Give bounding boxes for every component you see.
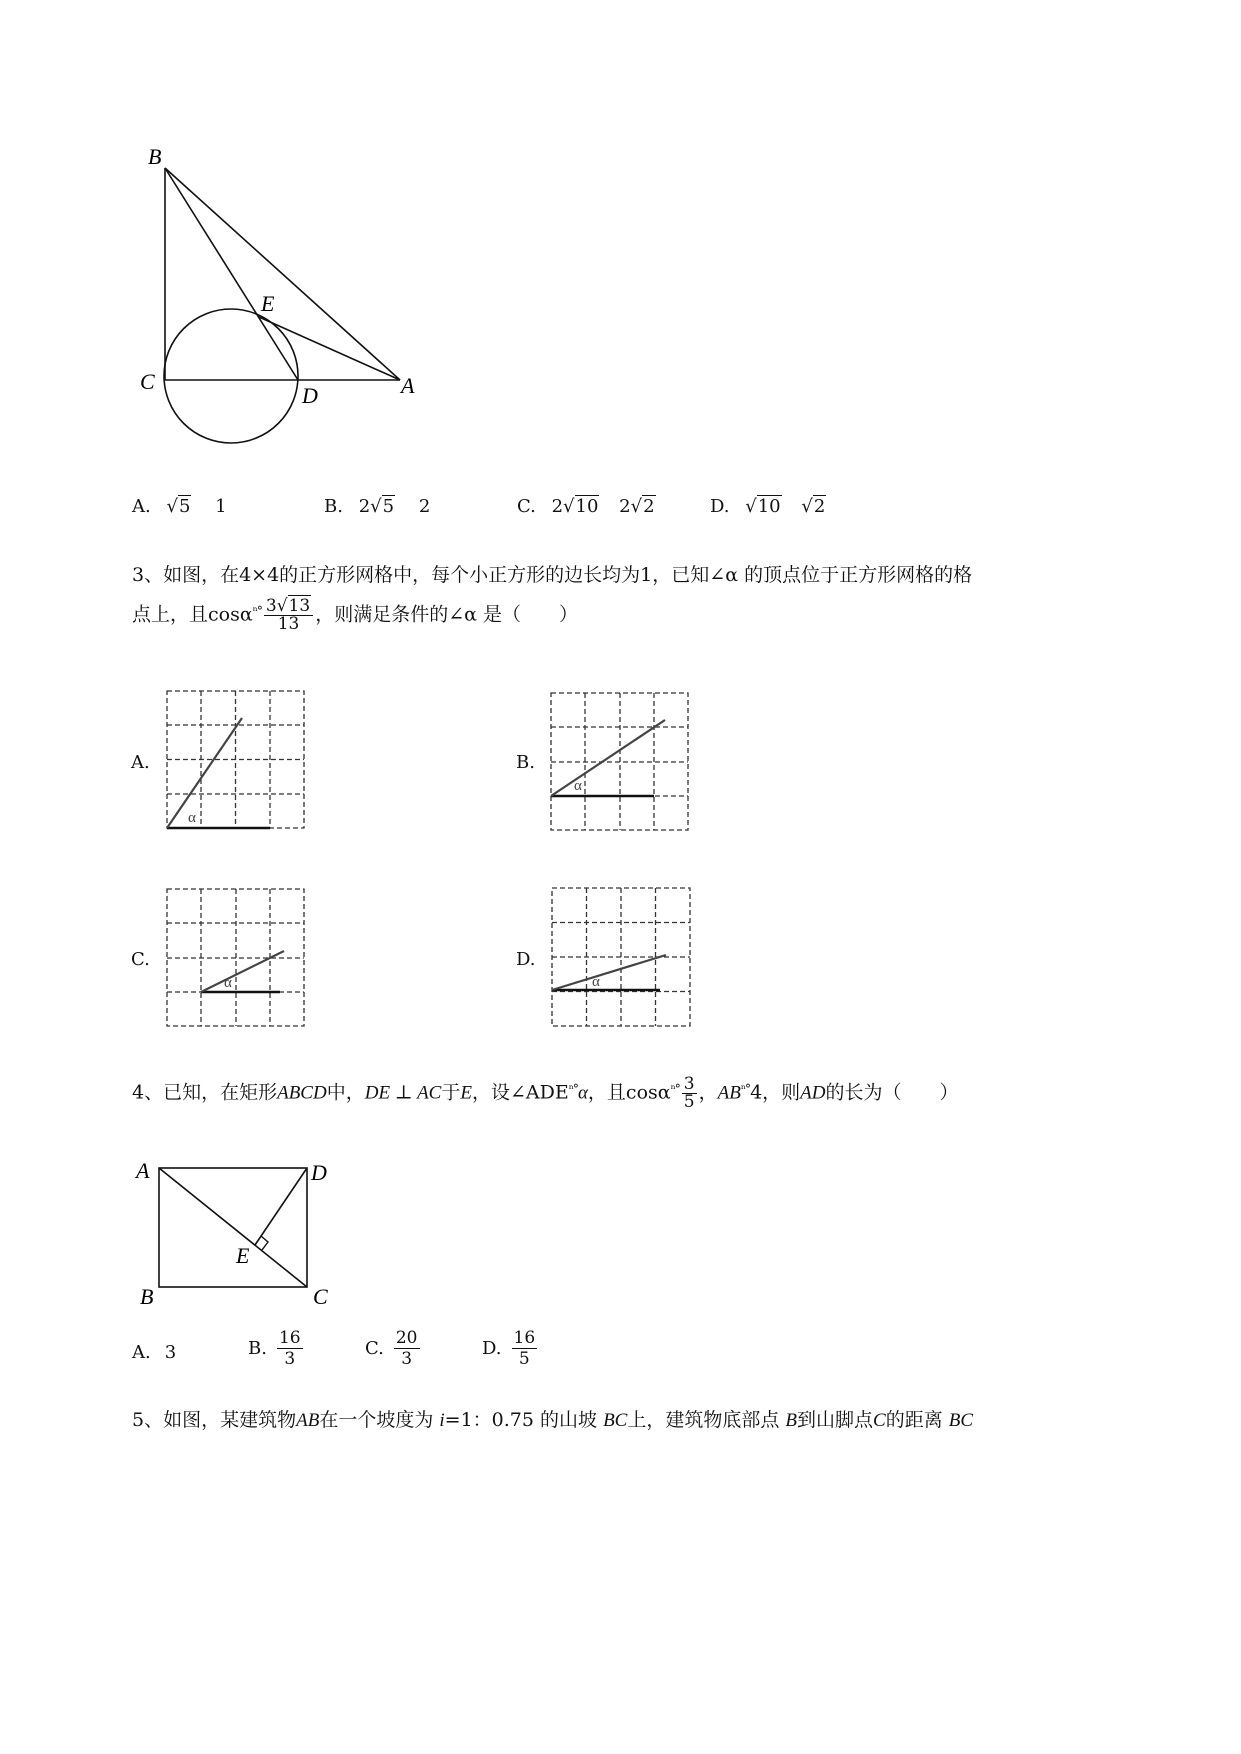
option-c-radicand: 10	[575, 496, 599, 517]
right-angle-mark	[261, 1236, 268, 1250]
label-b: B	[140, 1284, 154, 1309]
label-a: A	[401, 373, 415, 398]
q2-triangle-circle-figure	[130, 140, 440, 460]
label-b: B	[148, 144, 162, 169]
alpha-label: α	[574, 778, 582, 794]
diagonal-ac	[159, 1168, 307, 1287]
q2-option-c[interactable]: C. 2√10 2√2	[517, 496, 655, 517]
q3-line1: 3、如图，在4×4的正方形网格中，每个小正方形的边长均为1，已知∠α 的顶点位于正方形网格的格	[132, 564, 973, 586]
q4-option-d[interactable]: D. $\frac{16}{5}$	[482, 1328, 536, 1369]
label-d: D	[311, 1160, 327, 1185]
q2-option-b[interactable]: B. 2√5 2	[324, 496, 431, 517]
alpha-label: α	[224, 975, 232, 991]
option-a-radicand: 5	[178, 496, 191, 517]
q4-option-b[interactable]: B. $\frac{16}{3}$	[248, 1328, 301, 1369]
circle	[164, 309, 298, 443]
q3-line2: 点上，且cosα$^{^n^\circ}$ $\frac{3√13}{13}$ ，则满足条件的∠α 是（ ）	[132, 596, 578, 634]
q3-option-d-label[interactable]: D.	[516, 949, 536, 970]
segment-ea	[259, 317, 400, 380]
segment-bd	[165, 168, 298, 380]
q4-option-c[interactable]: C. $\frac{20}{3}$	[365, 1328, 418, 1369]
q4-option-a[interactable]: A. 3	[132, 1342, 177, 1363]
label-d: D	[302, 383, 318, 408]
option-b-radicand: 5	[382, 496, 395, 517]
q4-stem: 4、已知，在矩形ABCD中，DE ⊥ AC于E，设$\angle ADE^{^n^\circ}\alpha$，且cosα$^{^n^\circ}$ $\frac{3}{5}$ ，$AB^{^n^\circ}4$，则AD的长为（ ）	[132, 1074, 959, 1112]
alpha-label: α	[592, 974, 600, 990]
q3-option-a-label[interactable]: A.	[131, 752, 150, 773]
label-e: E	[236, 1243, 250, 1268]
q3-fraction: $\frac{3√13}{13}$	[264, 598, 313, 633]
label-a: A	[136, 1158, 150, 1183]
q2-option-d[interactable]: D. √10 √2	[710, 496, 826, 517]
alpha-label: α	[188, 810, 196, 826]
option-d-radicand: 10	[757, 496, 781, 517]
q3-grid-d[interactable]	[546, 882, 696, 1032]
q3-grid-a[interactable]	[160, 685, 310, 835]
q2-option-a[interactable]: A. √5 1	[132, 496, 227, 517]
q3-grid-c[interactable]	[160, 883, 310, 1033]
segment-de	[255, 1168, 307, 1245]
q3-option-b-label[interactable]: B.	[516, 752, 535, 773]
q5-stem: 5、如图，某建筑物AB在一个坡度为 i=1：0.75 的山坡 BC上，建筑物底部点 B到山脚点C的距离 BC	[132, 1409, 974, 1431]
q4-rectangle-figure	[130, 1155, 350, 1315]
q3-grid-b[interactable]	[545, 687, 695, 837]
label-c: C	[313, 1284, 328, 1309]
q4-cos-fraction: $\frac{3}{5}$	[683, 1074, 695, 1112]
segment-ba	[165, 168, 400, 380]
label-c: C	[140, 369, 155, 394]
label-e: E	[261, 291, 275, 316]
q3-option-c-label[interactable]: C.	[131, 949, 150, 970]
